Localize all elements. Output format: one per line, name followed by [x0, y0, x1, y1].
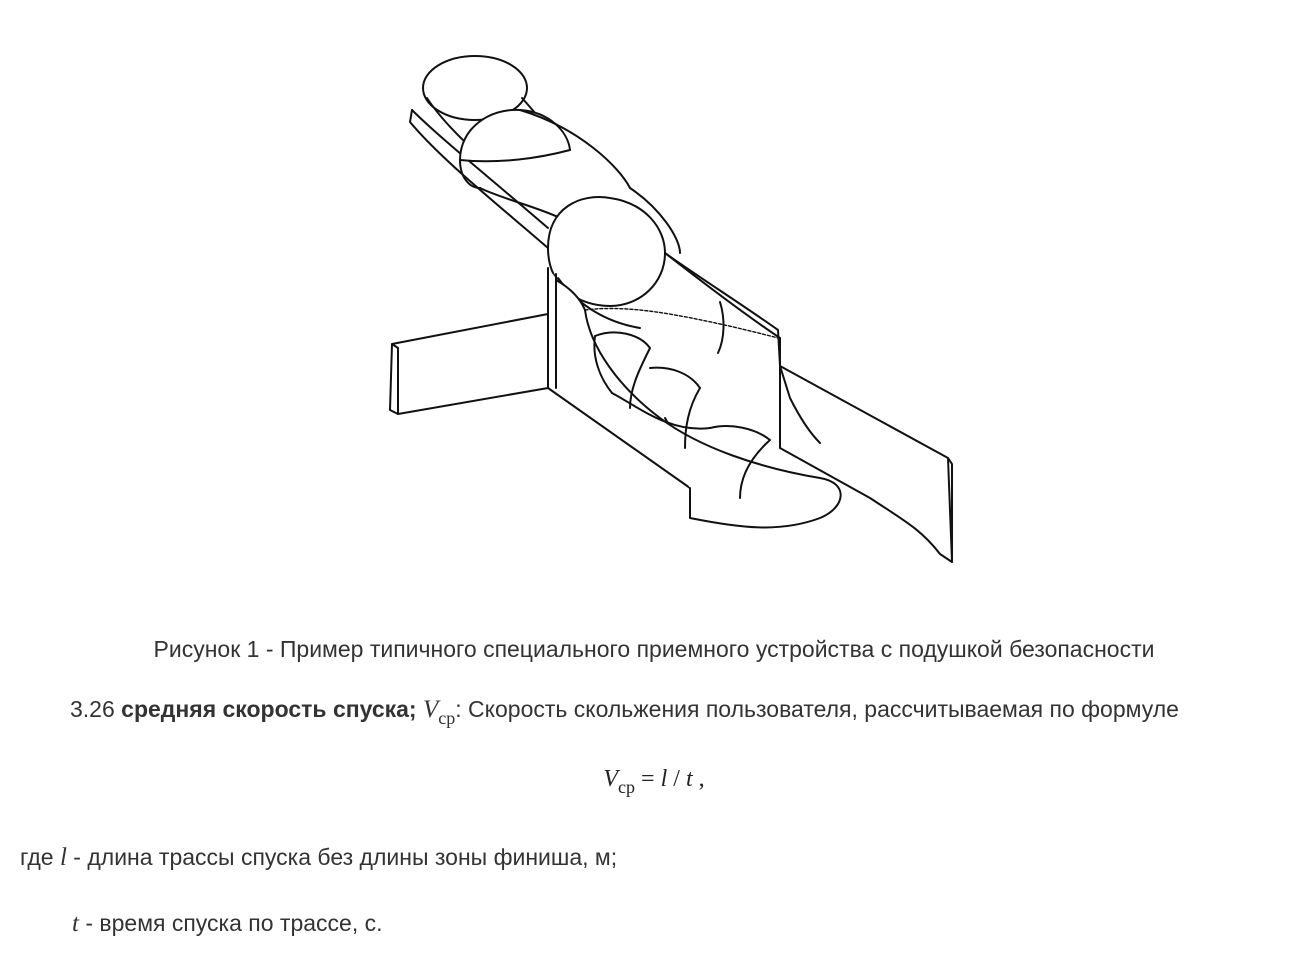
formula-var-l: l: [660, 766, 668, 792]
right-support-strip: [780, 366, 952, 562]
where-l-symbol: l: [59, 844, 67, 871]
where-t-line: [72, 910, 383, 938]
formula-lhs: $V_{ср}$: [603, 766, 636, 797]
slide-figure: [380, 48, 960, 568]
definition-paragraph: [70, 696, 1179, 728]
definition-term: средняя скорость спуска;: [121, 696, 417, 722]
water-slide-drawing: [380, 48, 960, 568]
figure-caption: Рисунок 1 - Пример типичного специального приемного устройства с подушкой безопасности: [153, 636, 1155, 662]
definition-number: 3.26: [70, 696, 115, 722]
where-prefix: где: [20, 844, 54, 870]
where-l-line: [20, 844, 617, 872]
formula-var-t: t: [685, 766, 693, 792]
where-t-symbol: t: [72, 910, 79, 937]
formula: $V_{ср} = l / t$ ,: [603, 766, 705, 797]
where-l-text: - длина трассы спуска без длины зоны финиша, м;: [66, 844, 618, 870]
definition-text: : Скорость скольжения пользователя, рассчитываемая по формуле: [455, 696, 1179, 722]
definition-symbol: $V_{ср}$: [423, 696, 456, 728]
left-support-plate: [390, 314, 548, 414]
where-t-text: - время спуска по трассе, с.: [78, 910, 383, 936]
